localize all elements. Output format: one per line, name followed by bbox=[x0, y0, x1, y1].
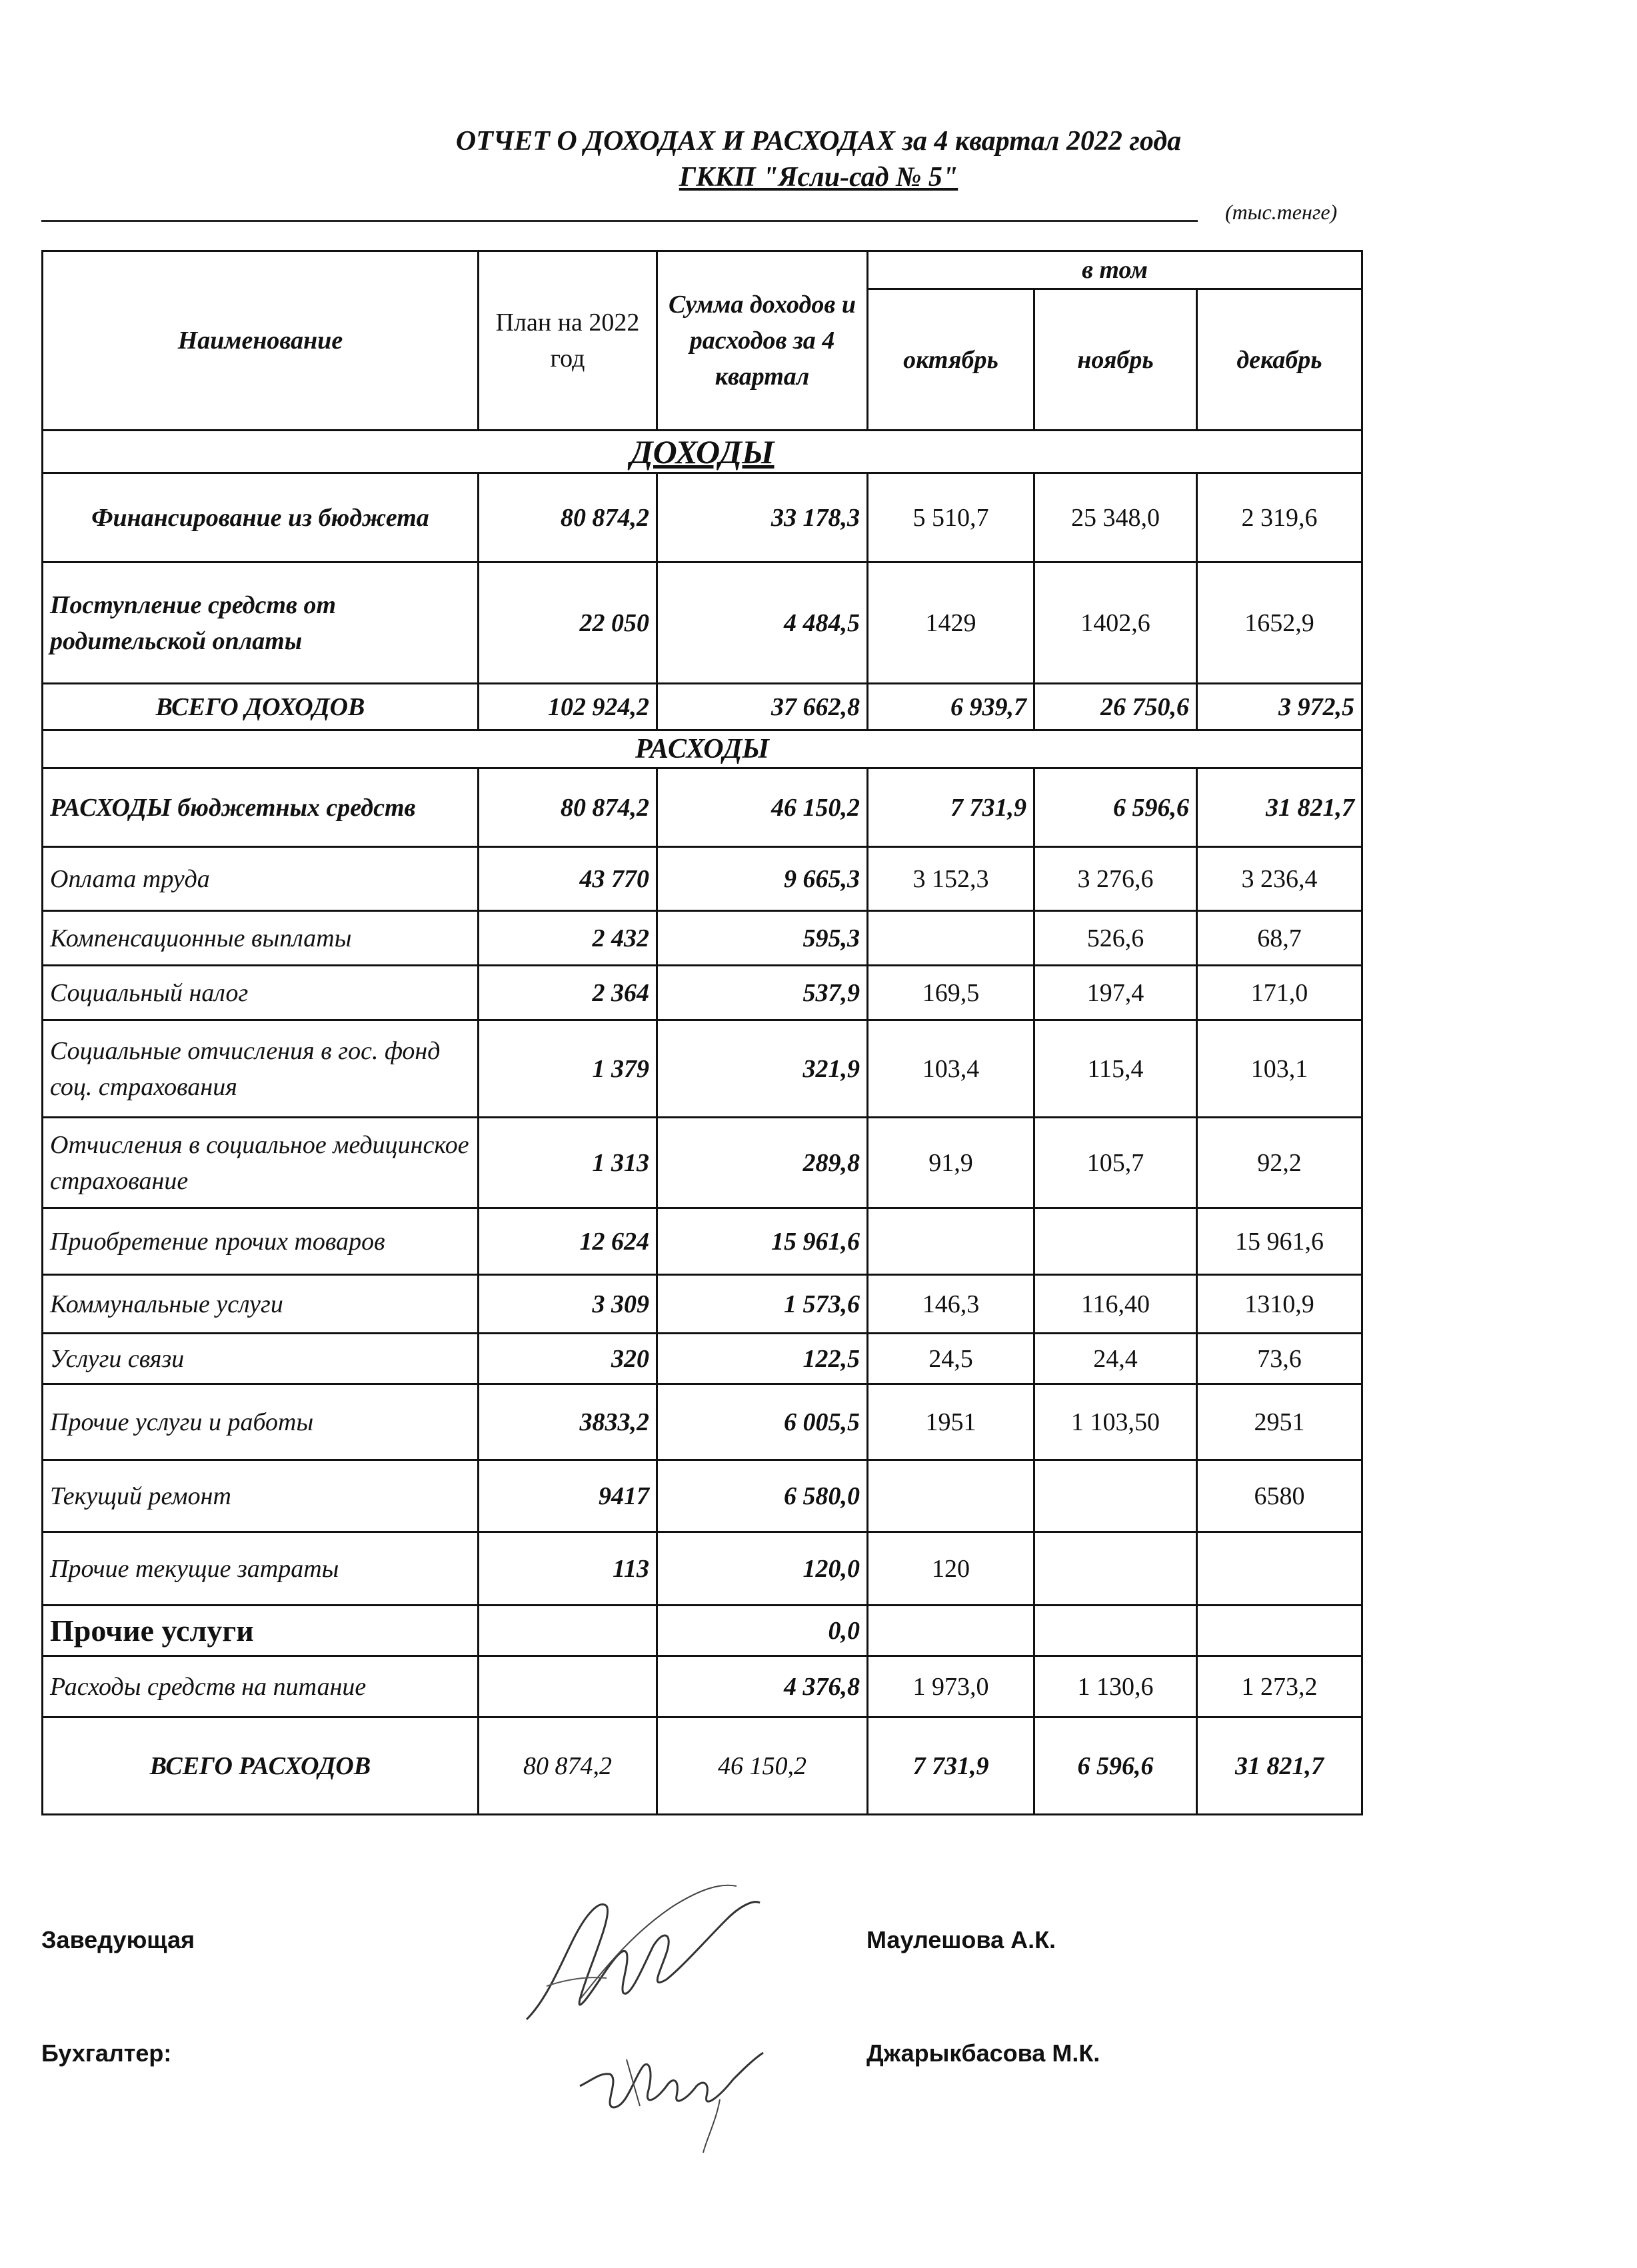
cell-dec: 68,7 bbox=[1197, 911, 1362, 966]
expenses-total-row bbox=[43, 1717, 1362, 1815]
row-name: Услуги связи bbox=[43, 1334, 479, 1384]
row-name: Коммунальные услуги bbox=[43, 1275, 479, 1334]
cell-sum: 120,0 bbox=[657, 1532, 868, 1606]
row-name: РАСХОДЫ бюджетных средств bbox=[43, 768, 479, 847]
cell-dec: 3 972,5 bbox=[1197, 684, 1362, 730]
cell-dec: 92,2 bbox=[1197, 1118, 1362, 1208]
section-row-income bbox=[43, 431, 1362, 473]
cell-oct: 6 939,7 bbox=[868, 684, 1034, 730]
cell-sum: 289,8 bbox=[657, 1118, 868, 1208]
cell-oct bbox=[868, 1208, 1034, 1275]
row-name: Прочие услуги bbox=[43, 1606, 479, 1656]
cell-dec: 31 821,7 bbox=[1197, 1717, 1362, 1815]
table-row bbox=[43, 847, 1362, 911]
cell-sum: 6 005,5 bbox=[657, 1384, 868, 1460]
accountant-signature-image bbox=[573, 2033, 773, 2159]
col-header-plan: План на 2022 год bbox=[479, 251, 657, 431]
cell-nov: 6 596,6 bbox=[1034, 1717, 1197, 1815]
cell-nov bbox=[1034, 1208, 1197, 1275]
cell-dec: 2951 bbox=[1197, 1384, 1362, 1460]
col-header-name: Наименование bbox=[43, 251, 479, 431]
cell-plan: 1 313 bbox=[479, 1118, 657, 1208]
cell-oct bbox=[868, 1460, 1034, 1532]
table-row bbox=[43, 1532, 1362, 1606]
col-header-oct: октябрь bbox=[868, 289, 1034, 431]
cell-nov: 1 130,6 bbox=[1034, 1656, 1197, 1717]
col-header-nov: ноябрь bbox=[1034, 289, 1197, 431]
row-name: Финансирование из бюджета bbox=[43, 473, 479, 563]
cell-nov: 1402,6 bbox=[1034, 563, 1197, 684]
cell-oct: 7 731,9 bbox=[868, 768, 1034, 847]
cell-nov: 197,4 bbox=[1034, 966, 1197, 1020]
cell-sum: 15 961,6 bbox=[657, 1208, 868, 1275]
cell-nov: 105,7 bbox=[1034, 1118, 1197, 1208]
cell-nov bbox=[1034, 1460, 1197, 1532]
row-name: Приобретение прочих товаров bbox=[43, 1208, 479, 1275]
col-header-dec: декабрь bbox=[1197, 289, 1362, 431]
cell-oct: 7 731,9 bbox=[868, 1717, 1034, 1815]
report-table bbox=[41, 250, 1363, 1815]
cell-oct: 169,5 bbox=[868, 966, 1034, 1020]
section-label-expenses: РАСХОДЫ bbox=[43, 730, 1362, 768]
cell-nov: 1 103,50 bbox=[1034, 1384, 1197, 1460]
cell-dec: 2 319,6 bbox=[1197, 473, 1362, 563]
table-row bbox=[43, 1460, 1362, 1532]
cell-nov: 526,6 bbox=[1034, 911, 1197, 966]
cell-sum: 33 178,3 bbox=[657, 473, 868, 563]
accountant-name: Джарыкбасова М.К. bbox=[866, 2039, 1100, 2067]
cell-sum: 1 573,6 bbox=[657, 1275, 868, 1334]
cell-dec: 1310,9 bbox=[1197, 1275, 1362, 1334]
row-name: Расходы средств на питание bbox=[43, 1656, 479, 1717]
table-row bbox=[43, 473, 1362, 563]
cell-nov: 6 596,6 bbox=[1034, 768, 1197, 847]
cell-nov: 25 348,0 bbox=[1034, 473, 1197, 563]
cell-plan: 320 bbox=[479, 1334, 657, 1384]
table-row bbox=[43, 1208, 1362, 1275]
cell-sum: 595,3 bbox=[657, 911, 868, 966]
cell-oct: 5 510,7 bbox=[868, 473, 1034, 563]
cell-plan: 12 624 bbox=[479, 1208, 657, 1275]
cell-dec: 103,1 bbox=[1197, 1020, 1362, 1118]
row-name: Социальные отчисления в гос. фонд соц. страхования bbox=[43, 1020, 479, 1118]
row-name: Компенсационные выплаты bbox=[43, 911, 479, 966]
other-services-row bbox=[43, 1606, 1362, 1656]
cell-oct: 146,3 bbox=[868, 1275, 1034, 1334]
cell-sum: 537,9 bbox=[657, 966, 868, 1020]
row-name: Поступление средств от родительской оплаты bbox=[43, 563, 479, 684]
section-row-expenses bbox=[43, 730, 1362, 768]
cell-plan: 2 364 bbox=[479, 966, 657, 1020]
header-row-1 bbox=[43, 251, 1362, 289]
cell-plan: 1 379 bbox=[479, 1020, 657, 1118]
cell-plan: 2 432 bbox=[479, 911, 657, 966]
cell-nov: 26 750,6 bbox=[1034, 684, 1197, 730]
cell-oct: 24,5 bbox=[868, 1334, 1034, 1384]
cell-dec: 3 236,4 bbox=[1197, 847, 1362, 911]
cell-sum: 46 150,2 bbox=[657, 768, 868, 847]
cell-dec: 73,6 bbox=[1197, 1334, 1362, 1384]
row-name: Оплата труда bbox=[43, 847, 479, 911]
head-signature-image bbox=[507, 1866, 787, 2039]
cell-plan: 43 770 bbox=[479, 847, 657, 911]
col-header-group: в том bbox=[868, 251, 1362, 289]
row-name: Текущий ремонт bbox=[43, 1460, 479, 1532]
cell-oct: 1951 bbox=[868, 1384, 1034, 1460]
head-label: Заведующая bbox=[41, 1926, 195, 1953]
table-row bbox=[43, 911, 1362, 966]
report-title: ОТЧЕТ О ДОХОДАХ И РАСХОДАХ за 4 квартал 2022 года bbox=[455, 126, 1182, 157]
cell-sum: 4 376,8 bbox=[657, 1656, 868, 1717]
table-row bbox=[43, 1118, 1362, 1208]
income-total-row bbox=[43, 684, 1362, 730]
table-row bbox=[43, 1020, 1362, 1118]
cell-sum: 9 665,3 bbox=[657, 847, 868, 911]
organization-name: ГККП "Ясли-сад № 5" bbox=[679, 162, 958, 193]
cell-dec: 6580 bbox=[1197, 1460, 1362, 1532]
cell-dec: 171,0 bbox=[1197, 966, 1362, 1020]
cell-dec: 1 273,2 bbox=[1197, 1656, 1362, 1717]
cell-oct: 3 152,3 bbox=[868, 847, 1034, 911]
cell-nov: 116,40 bbox=[1034, 1275, 1197, 1334]
accountant-label: Бухгалтер: bbox=[41, 2039, 172, 2067]
section-label-income: ДОХОДЫ bbox=[43, 431, 1362, 473]
cell-dec: 1652,9 bbox=[1197, 563, 1362, 684]
units-label: (тыс.тенге) bbox=[1225, 200, 1338, 224]
cell-plan: 3833,2 bbox=[479, 1384, 657, 1460]
cell-plan: 80 874,2 bbox=[479, 1717, 657, 1815]
cell-oct: 120 bbox=[868, 1532, 1034, 1606]
cell-sum: 0,0 bbox=[657, 1606, 868, 1656]
table-row bbox=[43, 1334, 1362, 1384]
cell-plan: 80 874,2 bbox=[479, 473, 657, 563]
cell-plan: 9417 bbox=[479, 1460, 657, 1532]
cell-dec bbox=[1197, 1606, 1362, 1656]
table-row bbox=[43, 966, 1362, 1020]
cell-dec: 31 821,7 bbox=[1197, 768, 1362, 847]
header-rule bbox=[41, 220, 1198, 222]
cell-nov bbox=[1034, 1532, 1197, 1606]
col-header-sum: Сумма доходов и расходов за 4 квартал bbox=[657, 251, 868, 431]
row-name: Социальный налог bbox=[43, 966, 479, 1020]
cell-nov: 115,4 bbox=[1034, 1020, 1197, 1118]
cell-sum: 37 662,8 bbox=[657, 684, 868, 730]
row-name: ВСЕГО ДОХОДОВ bbox=[43, 684, 479, 730]
cell-oct: 1 973,0 bbox=[868, 1656, 1034, 1717]
row-name: Отчисления в социальное медицинское страхование bbox=[43, 1118, 479, 1208]
cell-plan: 102 924,2 bbox=[479, 684, 657, 730]
cell-sum: 6 580,0 bbox=[657, 1460, 868, 1532]
table-row bbox=[43, 1275, 1362, 1334]
cell-sum: 122,5 bbox=[657, 1334, 868, 1384]
cell-sum: 46 150,2 bbox=[657, 1717, 868, 1815]
cell-oct: 1429 bbox=[868, 563, 1034, 684]
cell-plan: 3 309 bbox=[479, 1275, 657, 1334]
cell-dec bbox=[1197, 1532, 1362, 1606]
row-name: Прочие текущие затраты bbox=[43, 1532, 479, 1606]
budget-expenses-row bbox=[43, 768, 1362, 847]
cell-oct bbox=[868, 1606, 1034, 1656]
row-name: Прочие услуги и работы bbox=[43, 1384, 479, 1460]
table-row bbox=[43, 1384, 1362, 1460]
cell-nov: 3 276,6 bbox=[1034, 847, 1197, 911]
cell-sum: 4 484,5 bbox=[657, 563, 868, 684]
head-name: Маулешова А.К. bbox=[866, 1926, 1056, 1953]
cell-dec: 15 961,6 bbox=[1197, 1208, 1362, 1275]
cell-oct: 103,4 bbox=[868, 1020, 1034, 1118]
cell-sum: 321,9 bbox=[657, 1020, 868, 1118]
food-expenses-row bbox=[43, 1656, 1362, 1717]
cell-plan: 113 bbox=[479, 1532, 657, 1606]
cell-plan: 22 050 bbox=[479, 563, 657, 684]
cell-oct bbox=[868, 911, 1034, 966]
cell-plan bbox=[479, 1606, 657, 1656]
row-name: ВСЕГО РАСХОДОВ bbox=[43, 1717, 479, 1815]
cell-plan: 80 874,2 bbox=[479, 768, 657, 847]
cell-nov: 24,4 bbox=[1034, 1334, 1197, 1384]
table-row bbox=[43, 563, 1362, 684]
cell-nov bbox=[1034, 1606, 1197, 1656]
cell-oct: 91,9 bbox=[868, 1118, 1034, 1208]
cell-plan bbox=[479, 1656, 657, 1717]
